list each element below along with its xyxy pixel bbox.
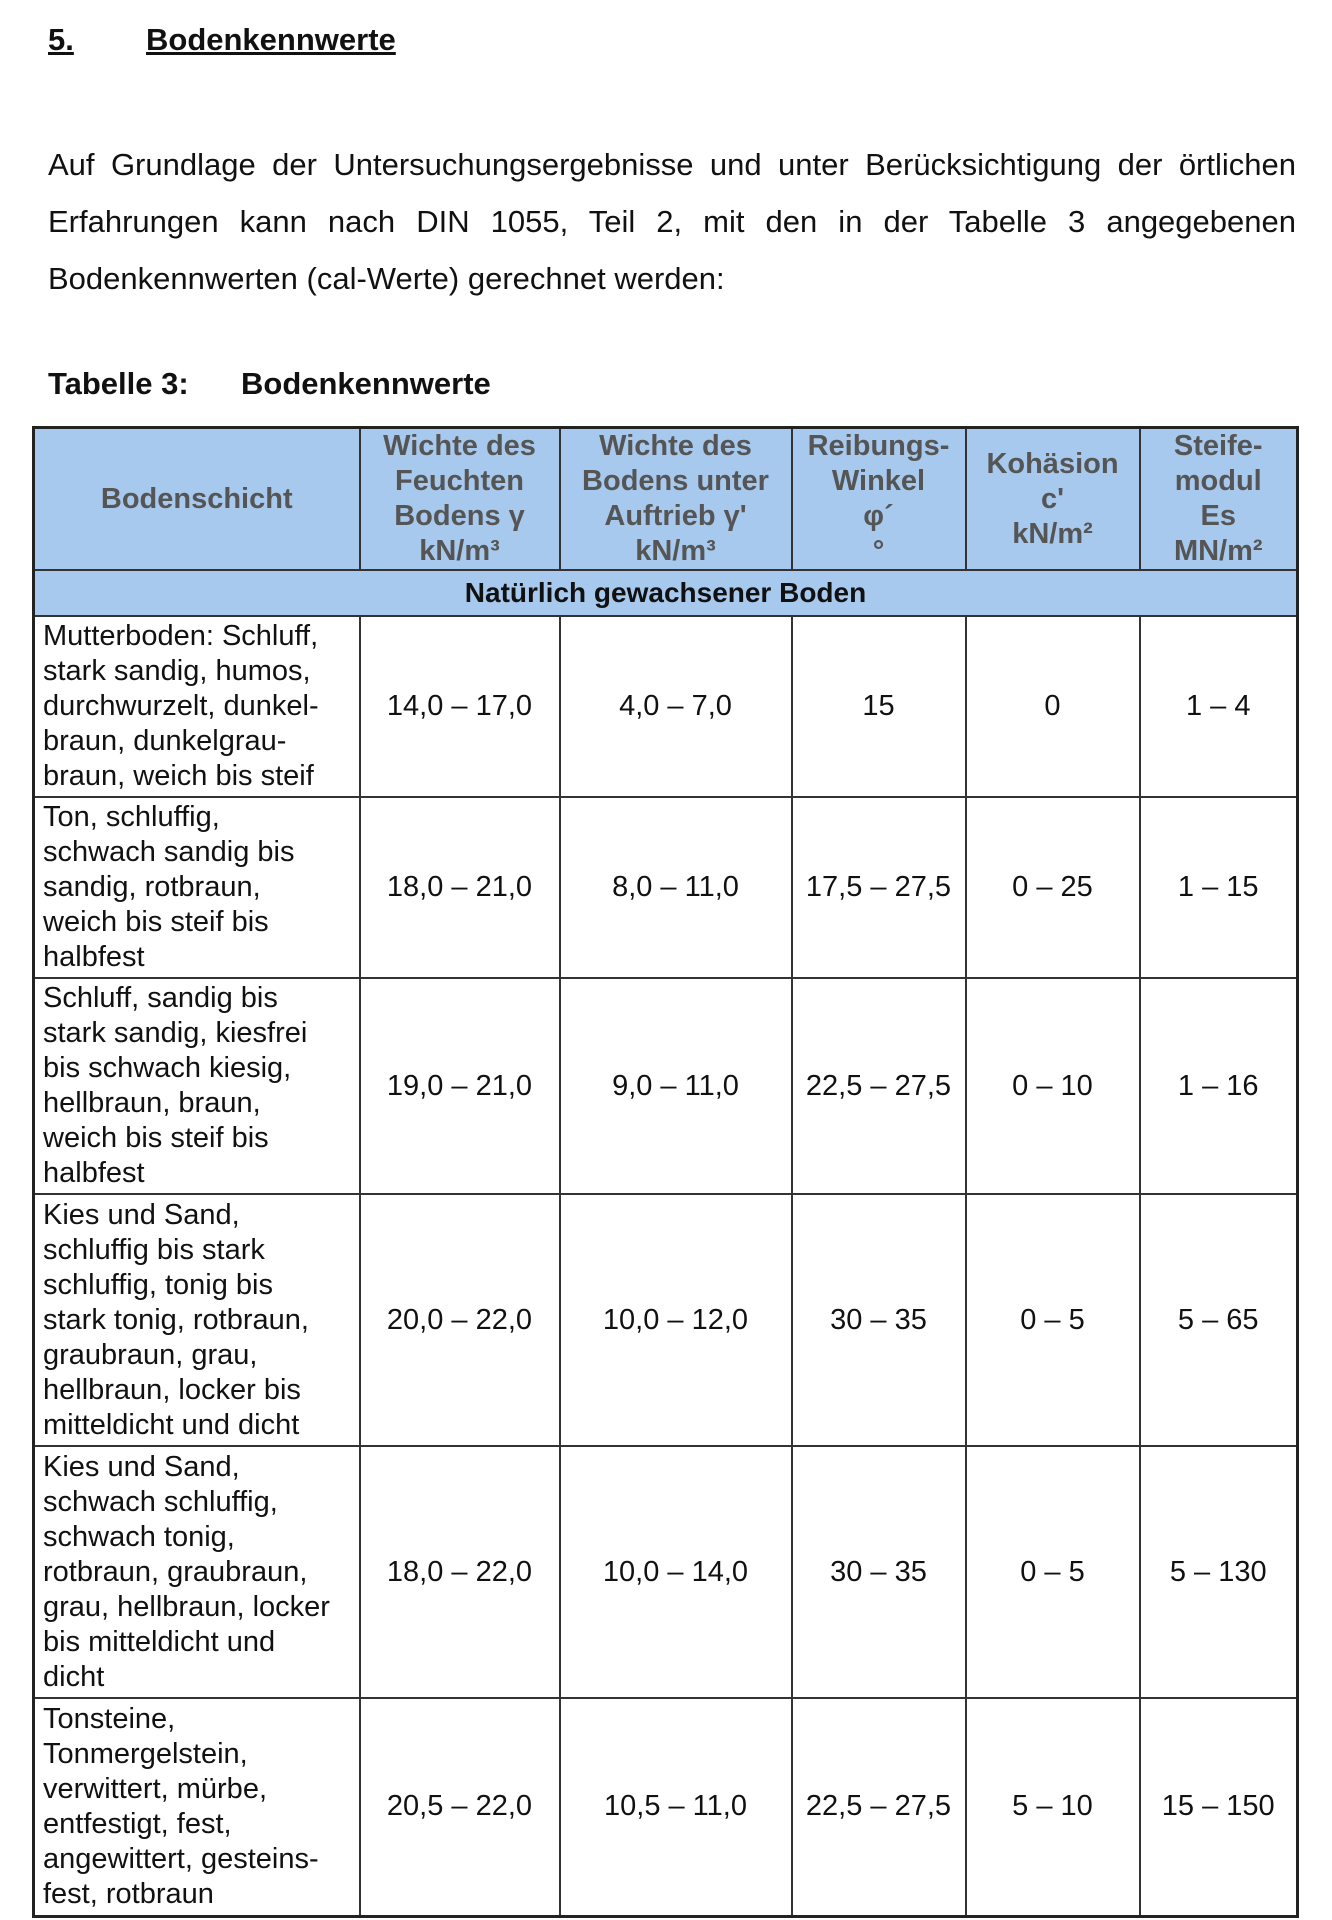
gamma-value: 20,0 – 22,0 [360,1194,560,1446]
gamma-value: 20,5 – 22,0 [360,1698,560,1916]
phi-value: 30 – 35 [792,1194,966,1446]
header-line: kN/m³ [419,535,500,567]
layer-line: stark tonig, rotbraun, [43,1303,309,1336]
header-reibungswinkel [792,428,966,571]
header-line: φ´ [863,500,894,532]
layer-line: schwach schluffig, [43,1485,278,1518]
layer-line: stark sandig, humos, [43,655,311,687]
cohesion-value: 0 [966,616,1140,797]
header-line: Wichte des [383,430,536,462]
gamma-value: 18,0 – 22,0 [360,1446,560,1698]
section-heading [48,22,396,58]
gamma-prime-value: 10,0 – 14,0 [560,1446,792,1698]
layer-line: fest, rotbraun [43,1877,214,1910]
header-line: Bodens γ [394,500,525,532]
header-kohaesion [966,428,1140,571]
header-line: Steife- [1173,430,1263,462]
header-steifemodul [1140,428,1298,571]
section-title: Bodenkennwerte [146,22,396,57]
layer-line: schluffig, tonig bis [43,1268,273,1301]
layer-line: Tonsteine, [43,1702,176,1735]
layer-line: Tonmergelstein, [43,1737,248,1770]
table-header-row [34,428,1298,571]
header-line: Es [1200,500,1236,532]
header-line: kN/m² [1012,517,1093,550]
layer-line: Ton, schluffig, [43,801,220,833]
layer-description [34,1446,360,1698]
layer-line: hellbraun, locker bis [43,1373,301,1406]
layer-line: braun, weich bis steif [43,760,314,792]
layer-line: schwach sandig bis [43,836,295,868]
cohesion-value: 0 – 25 [966,797,1140,978]
es-value: 1 – 4 [1140,616,1298,797]
cohesion-value: 0 – 5 [966,1194,1140,1446]
table-caption-title: Bodenkennwerte [241,366,491,401]
cohesion-value: 0 – 10 [966,978,1140,1194]
header-line: Wichte des [599,430,752,462]
header-line: Bodens unter [582,465,769,497]
gamma-prime-value: 8,0 – 11,0 [560,797,792,978]
gamma-value: 14,0 – 17,0 [360,616,560,797]
layer-line: weich bis steif bis [43,906,269,938]
layer-line: Kies und Sand, [43,1198,240,1231]
layer-line: angewittert, gesteins- [43,1842,319,1875]
layer-line: weich bis steif bis [43,1122,269,1154]
header-wichte-auftrieb [560,428,792,571]
layer-line: entfestigt, fest, [43,1807,232,1840]
layer-description [34,978,360,1194]
table-row [34,1194,1298,1446]
soil-parameters-table [32,426,1299,1918]
phi-value: 30 – 35 [792,1446,966,1698]
layer-line: dicht [43,1660,105,1693]
cohesion-value: 0 – 5 [966,1446,1140,1698]
layer-line: halbfest [43,1157,145,1189]
es-value: 1 – 15 [1140,797,1298,978]
layer-line: grau, hellbraun, locker [43,1590,330,1623]
gamma-value: 19,0 – 21,0 [360,978,560,1194]
gamma-prime-value: 10,0 – 12,0 [560,1194,792,1446]
header-line: Auftrieb γ' [604,500,747,532]
layer-description [34,797,360,978]
phi-value: 22,5 – 27,5 [792,1698,966,1916]
gamma-prime-value: 4,0 – 7,0 [560,616,792,797]
layer-line: sandig, rotbraun, [43,871,261,903]
layer-line: mitteldicht und dicht [43,1408,300,1441]
section-label: Natürlich gewachsener Boden [34,570,1298,616]
es-value: 5 – 130 [1140,1446,1298,1698]
header-line: ° [872,535,885,567]
header-wichte-feucht [360,428,560,571]
header-line: c' [1040,482,1065,515]
header-line: kN/m³ [635,535,716,567]
section-row [34,570,1298,616]
layer-line: schwach tonig, [43,1520,235,1553]
header-line: Reibungs- [807,430,950,462]
es-value: 15 – 150 [1140,1698,1298,1916]
gamma-prime-value: 10,5 – 11,0 [560,1698,792,1916]
layer-line: braun, dunkelgrau- [43,725,287,757]
phi-value: 22,5 – 27,5 [792,978,966,1194]
cohesion-value: 5 – 10 [966,1698,1140,1916]
layer-line: graubraun, grau, [43,1338,258,1371]
layer-line: rotbraun, graubraun, [43,1555,308,1588]
header-line: MN/m² [1173,535,1263,567]
table-row [34,1446,1298,1698]
layer-line: schluffig bis stark [43,1233,265,1266]
es-value: 5 – 65 [1140,1194,1298,1446]
layer-line: Kies und Sand, [43,1450,240,1483]
section-number: 5. [48,22,74,57]
table-row [34,978,1298,1194]
header-bodenschicht [34,428,360,571]
intro-paragraph: Auf Grundlage der Untersuchungsergebnisse und unter Berücksichtigung der örtlichen Erfahrungen kann nach DIN 1055, Teil 2, mit den in der Tabelle 3 angegebenen Bodenkennwerten (cal-Werte) gerechnet werden: [48,147,1296,296]
layer-line: bis schwach kiesig, [43,1052,292,1084]
layer-line: halbfest [43,941,145,973]
header-line: Kohäsion [986,447,1119,480]
table-row [34,616,1298,797]
layer-description [34,616,360,797]
phi-value: 15 [792,616,966,797]
layer-description [34,1698,360,1916]
gamma-value: 18,0 – 21,0 [360,797,560,978]
phi-value: 17,5 – 27,5 [792,797,966,978]
header-line: modul [1174,465,1262,497]
layer-line: hellbraun, braun, [43,1087,261,1119]
table-row [34,1698,1298,1916]
layer-description [34,1194,360,1446]
table-caption [48,366,491,402]
layer-line: Schluff, sandig bis [43,982,278,1014]
layer-line: bis mitteldicht und [43,1625,276,1658]
layer-line: durchwurzelt, dunkel- [43,690,319,722]
table-row [34,797,1298,978]
header-line: Bodenschicht [100,482,293,515]
layer-line: verwittert, mürbe, [43,1772,267,1805]
header-line: Winkel [831,465,926,497]
layer-line: stark sandig, kiesfrei [43,1017,308,1049]
header-line: Feuchten [395,465,524,497]
es-value: 1 – 16 [1140,978,1298,1194]
gamma-prime-value: 9,0 – 11,0 [560,978,792,1194]
table-caption-label: Tabelle 3: [48,366,189,401]
layer-line: Mutterboden: Schluff, [43,620,319,652]
